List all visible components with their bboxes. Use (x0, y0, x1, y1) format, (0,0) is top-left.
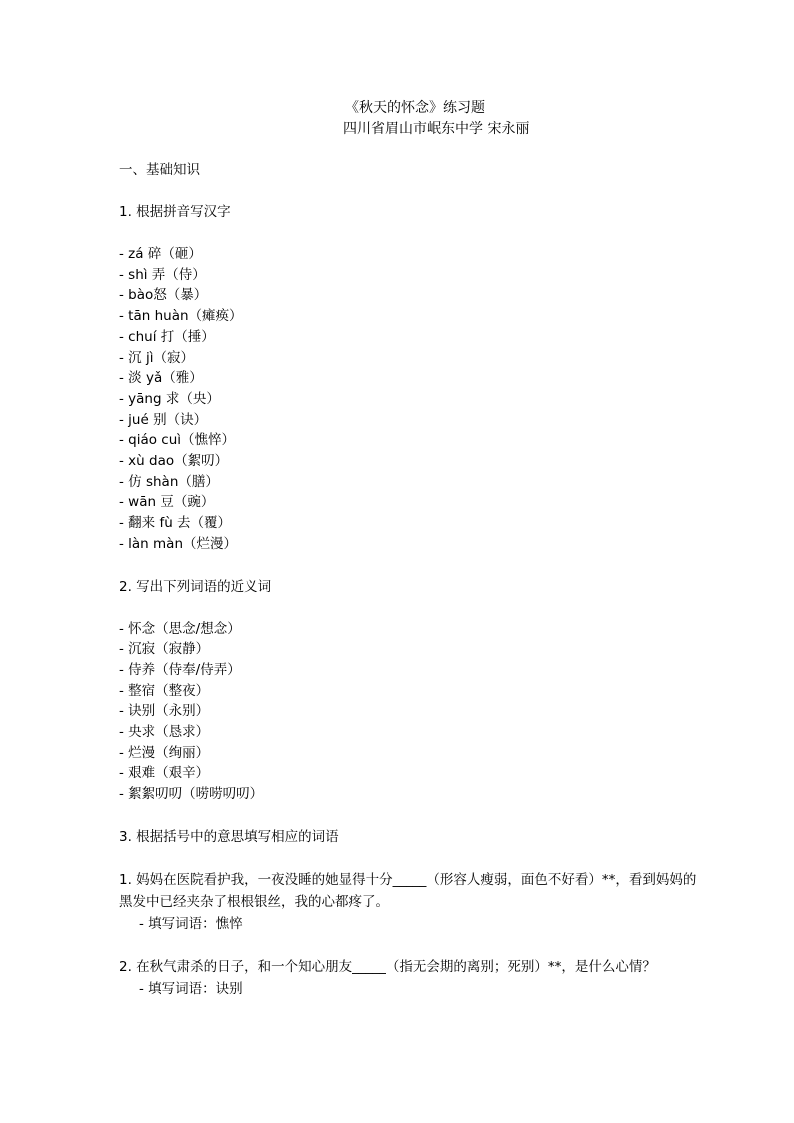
question-3-heading: 3. 根据括号中的意思填写相应的词语 (119, 828, 339, 845)
fill-in-question-1: 1. 妈妈在医院看护我，一夜没睡的她显得十分_____（形容人瘦弱，面色不好看）**，看到妈妈的黑发中已经夹杂了根根银丝，我的心都疼了。 (119, 871, 697, 910)
question-2-heading: 2. 写出下列词语的近义词 (119, 578, 272, 595)
document-author: 四川省眉山市岷东中学 宋永丽 (343, 121, 530, 137)
list-item: - xù dao（絮叨） (119, 453, 229, 470)
list-item: - jué 别（诀） (119, 411, 208, 428)
list-item: - 仿 shàn（膳） (119, 473, 219, 490)
list-item: - 侍养（侍奉/侍弄） (119, 661, 241, 678)
list-item: - chuí 打（捶） (119, 328, 215, 345)
document-title: 《秋天的怀念》练习题 (345, 100, 485, 116)
title-block (343, 98, 703, 140)
list-item: - tān huàn（瘫痪） (119, 308, 243, 325)
list-item: - 淡 yǎ（雅） (119, 370, 203, 387)
section-heading: 一、基础知识 (119, 162, 200, 178)
list-item: - 诀别（永别） (119, 703, 210, 720)
list-item: - yāng 求（央） (119, 390, 220, 407)
list-item: - qiáo cuì（憔悴） (119, 432, 236, 449)
fill-in-answer-1: - 填写词语：憔悴 (139, 915, 243, 932)
fill-in-answer-2: - 填写词语：诀别 (139, 980, 243, 997)
fill-in-question-2: 2. 在秋气肃杀的日子，和一个知心朋友_____（指无会期的离别；死别）**，是什么心情？ (119, 958, 656, 975)
question-1-heading: 1. 根据拼音写汉字 (119, 204, 231, 220)
list-item: - làn màn（烂漫） (119, 535, 238, 552)
list-item: - 整宿（整夜） (119, 682, 210, 699)
list-item: - zá 碎（砸） (119, 246, 202, 262)
list-item: - 翻来 fù 去（覆） (119, 515, 232, 532)
pinyin-list (119, 244, 719, 555)
list-item: - 怀念（思念/想念） (119, 620, 241, 637)
synonym-list (119, 619, 719, 805)
document-content (119, 160, 719, 1000)
list-item: - 央求（恳求） (119, 724, 210, 741)
list-item: - wān 豆（豌） (119, 494, 215, 511)
list-item: - 絮絮叨叨（唠唠叨叨） (119, 786, 264, 803)
list-item: - 沉寂（寂静） (119, 641, 210, 658)
list-item: - 沉 jì（寂） (119, 349, 194, 366)
list-item: - bào怒（暴） (119, 287, 208, 304)
list-item: - shì 弄（侍） (119, 266, 206, 283)
list-item: - 烂漫（绚丽） (119, 744, 210, 761)
list-item: - 艰难（艰辛） (119, 765, 210, 782)
